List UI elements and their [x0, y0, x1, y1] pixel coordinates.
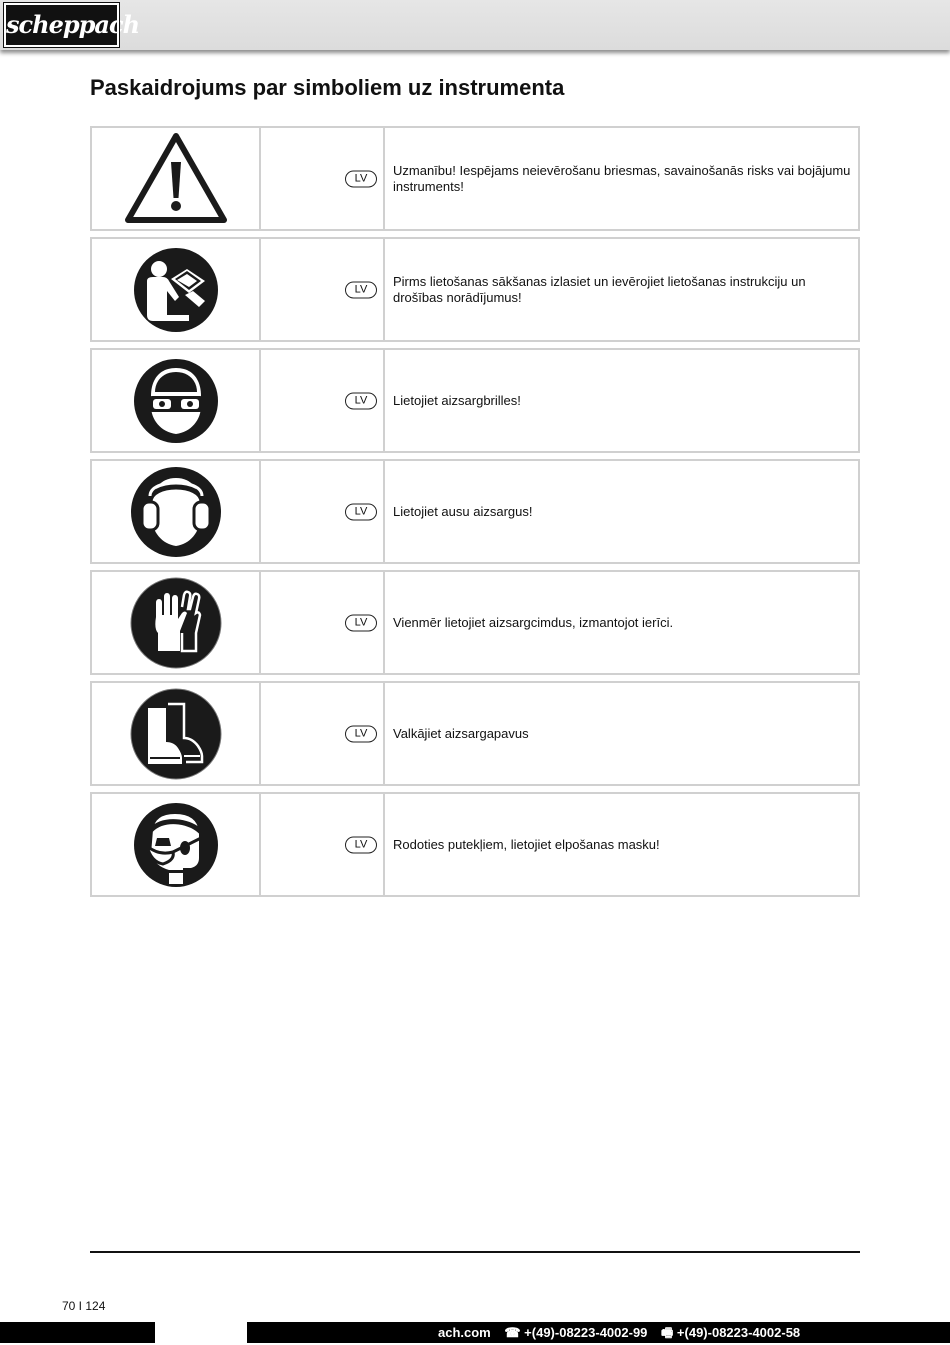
icon-cell: [92, 794, 261, 895]
symbol-description: Lietojiet aizsargbrilles!: [393, 392, 521, 408]
language-cell: [261, 794, 385, 895]
symbol-description: Pirms lietošanas sākšanas izlasiet un ievērojiet lietošanas instrukciju un drošības norādījumus!: [393, 273, 806, 305]
protective-gloves-icon: [130, 577, 222, 669]
language-cell: [261, 350, 385, 451]
symbol-description: Lietojiet ausu aizsargus!: [393, 503, 533, 519]
language-badge: LV: [345, 614, 377, 631]
fax-text: 🖷 +(49)-08223-4002-58: [661, 1325, 801, 1340]
symbol-row: [90, 126, 860, 231]
language-badge: LV: [345, 281, 377, 298]
page-title: Paskaidrojums par simboliem uz instrumenta: [90, 75, 565, 100]
description-cell: [385, 683, 858, 784]
scheppach-logo: scheppach: [4, 3, 119, 47]
ear-protection-icon: [130, 466, 222, 558]
symbol-description: Uzmanību! Iespējams neievērošanu briesmas, savainošanās risks vai bojājumu instruments!: [393, 162, 851, 194]
symbol-description: Rodoties putekļiem, lietojiet elpošanas masku!: [393, 836, 660, 852]
language-cell: [261, 239, 385, 340]
icon-cell: [92, 350, 261, 451]
header-bar: [0, 0, 950, 50]
language-badge: LV: [345, 725, 377, 742]
footer-rule: [90, 1251, 860, 1253]
description-cell: [385, 794, 858, 895]
symbol-row: [90, 348, 860, 453]
symbol-row: [90, 792, 860, 897]
symbol-table: [90, 126, 860, 903]
website-text[interactable]: ach.com: [438, 1325, 491, 1340]
symbol-description: Vienmēr lietojiet aizsargcimdus, izmantojot ierīci.: [393, 614, 674, 630]
language-cell: [261, 128, 385, 229]
warning-triangle-icon: [124, 132, 228, 226]
icon-cell: [92, 239, 261, 340]
icon-cell: [92, 128, 261, 229]
language-cell: [261, 461, 385, 562]
description-cell: [385, 239, 858, 340]
language-cell: [261, 572, 385, 673]
symbol-row: [90, 459, 860, 564]
phone-text: ☎ +(49)-08223-4002-99: [504, 1325, 648, 1340]
description-cell: [385, 461, 858, 562]
language-badge: LV: [345, 392, 377, 409]
safety-goggles-icon: [133, 358, 219, 444]
icon-cell: [92, 572, 261, 673]
description-cell: [385, 350, 858, 451]
symbol-description: Valkājiet aizsargapavus: [393, 725, 529, 741]
icon-cell: [92, 683, 261, 784]
footer-contact: [438, 1324, 810, 1345]
language-badge: LV: [345, 170, 377, 187]
symbol-row: [90, 570, 860, 675]
symbol-row: [90, 681, 860, 786]
language-badge: LV: [345, 836, 377, 853]
language-cell: [261, 683, 385, 784]
respirator-mask-icon: [133, 802, 219, 888]
description-cell: [385, 572, 858, 673]
safety-boots-icon: [130, 688, 222, 780]
read-manual-icon: [133, 247, 219, 333]
language-badge: LV: [345, 503, 377, 520]
icon-cell: [92, 461, 261, 562]
page-number: 70 I 124: [62, 1299, 106, 1313]
description-cell: [385, 128, 858, 229]
symbol-row: [90, 237, 860, 342]
footer-bar-gap: [155, 1322, 247, 1343]
